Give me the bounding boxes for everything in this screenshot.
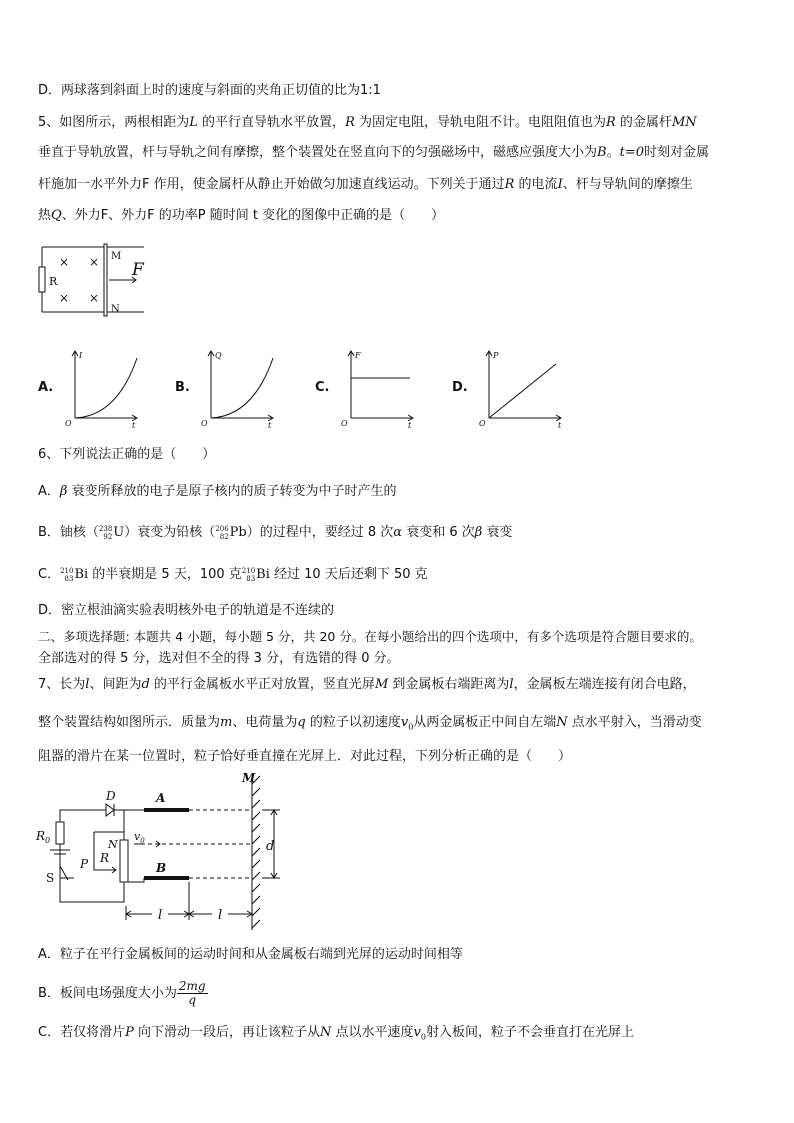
q7-line-2: 整个装置结构如图所示．质量为m、电荷量为q 的粒子以初速度$v_0$从两金属板正中间自左端N 点水平射入，当滑动变 (38, 715, 702, 732)
q5-graph-d-origin: O (479, 419, 486, 428)
q5-graph-c (338, 348, 418, 428)
q7-fig-D: D (106, 789, 116, 803)
q5-circuit-figure (36, 242, 156, 317)
q5-line-3: 杆施加一水平外力F 作用，使金属杆从静止开始做匀加速直线运动。下列关于通过R 的电流I、杆与导轨间的摩擦生 (38, 177, 693, 192)
q5-graph-d (476, 348, 566, 428)
q7-line-3: 阻器的滑片在某一位置时，粒子恰好垂直撞在光屏上．对此过程，下列分析正确的是（ ） (38, 749, 572, 764)
q5-fig-F: F (132, 260, 144, 280)
q5-graph-a-origin: O (65, 419, 72, 428)
q5-option-c-label: C. (315, 380, 330, 395)
q5-graph-d-xlabel: t (558, 421, 562, 428)
q5-fig-M: M (111, 251, 122, 262)
q7-fig-P: P (80, 857, 89, 871)
q5-option-a-label: A. (38, 380, 54, 395)
q7-option-a: A．粒子在平行金属板间的运动时间和从金属板右端到光屏的运动时间相等 (38, 947, 463, 962)
q5-graph-a-xlabel: t (132, 421, 136, 428)
q6-option-d: D．密立根油滴实验表明核外电子的轨道是不连续的 (38, 603, 335, 618)
q5-fig-x4: × (89, 291, 100, 305)
section2-line-1: 二、多项选择题: 本题共 4 小题，每小题 5 分，共 20 分。在每小题给出的四个选项中，有多个选项是符合题目要求的。 (38, 629, 702, 644)
q7-fig-A: A (156, 791, 166, 805)
q5-line-4: 热Q、外力F、外力F 的功率P 随时间 t 变化的图像中正确的是（ ） (38, 208, 445, 223)
q5-graph-b-xlabel: t (268, 421, 272, 428)
q7-circuit-figure (34, 770, 284, 935)
q5-graph-c-xlabel: t (408, 421, 412, 428)
q5-line-1: 5、如图所示，两根相距为L 的平行直导轨水平放置，R 为固定电阻，导轨电阻不计。电阻阻值也为R 的金属杆MN (38, 115, 697, 130)
q7-fig-d: d (266, 839, 275, 854)
q5-graph-d-ylabel: P (493, 351, 499, 360)
q5-fig-N: N (111, 304, 120, 315)
q6-option-b: B．铀核（ 238 92 U）衰变为铅核（ 206 82 Pb）的过程中，要经过 8 次α 衰变和 6 次β 衰变 (38, 524, 513, 541)
q5-fig-x2: × (89, 255, 100, 269)
q4-option-d: D．两球落到斜面上时的速度与斜面的夹角正切值的比为1:1 (38, 83, 381, 98)
q6-stem: 6、下列说法正确的是（ ） (38, 447, 216, 462)
q5-fig-x3: × (59, 291, 70, 305)
q5-graph-a-ylabel: I (79, 351, 83, 360)
q7-fig-M: M (242, 771, 256, 785)
q7-fig-l2: l (218, 908, 223, 923)
q5-option-d-label: D. (452, 380, 468, 395)
q6-option-c: C． 210 83 Bi 的半衰期是 5 天，100 克 210 83 Bi 经过 10 天后还剩下 50 克 (38, 566, 428, 583)
q7-option-c: C．若仅将滑片P 向下滑动一段后，再让该粒子从N 点以水平速度$v_0$射入板间，粒子不会垂直打在光屏上 (38, 1025, 634, 1042)
q5-graph-b-ylabel: Q (215, 351, 222, 360)
q7-fig-B: B (156, 861, 167, 875)
q5-graph-c-origin: O (341, 419, 348, 428)
q7-line-1: 7、长为l、间距为d 的平行金属板水平正对放置，竖直光屏M 到金属板右端距离为l，金属板左端连接有闭合电路， (38, 677, 696, 692)
q7-fig-R0: $R_0$ (36, 829, 51, 845)
q5-fig-R: R (49, 275, 58, 288)
q7-fig-S: S (46, 871, 55, 885)
q7-fig-v0: $v_0$ (134, 830, 145, 845)
q5-line-2: 垂直于导轨放置，杆与导轨之间有摩擦，整个装置处在竖直向下的匀强磁场中，磁感应强度大小为B。t=0时刻对金属 (38, 145, 709, 160)
q6-option-a: A．β 衰变所释放的电子是原子核内的质子转变为中子时产生的 (38, 484, 397, 499)
q5-option-b-label: B. (175, 380, 190, 395)
q7-fig-l1: l (158, 908, 163, 923)
section2-line-2: 全部选对的得 5 分，选对但不全的得 3 分，有选错的得 0 分。 (38, 651, 400, 666)
q5-graph-c-ylabel: F (355, 351, 361, 360)
q5-graph-b (198, 348, 278, 428)
q7-fig-R: R (100, 851, 110, 865)
q5-graph-b-origin: O (201, 419, 208, 428)
q5-fig-x1: × (59, 255, 70, 269)
q7-option-b: B．板间电场强度大小为 $\frac{2mg}{q}$ (38, 979, 206, 1007)
q7-fig-N: N (108, 838, 118, 851)
q5-graph-a (62, 348, 142, 428)
